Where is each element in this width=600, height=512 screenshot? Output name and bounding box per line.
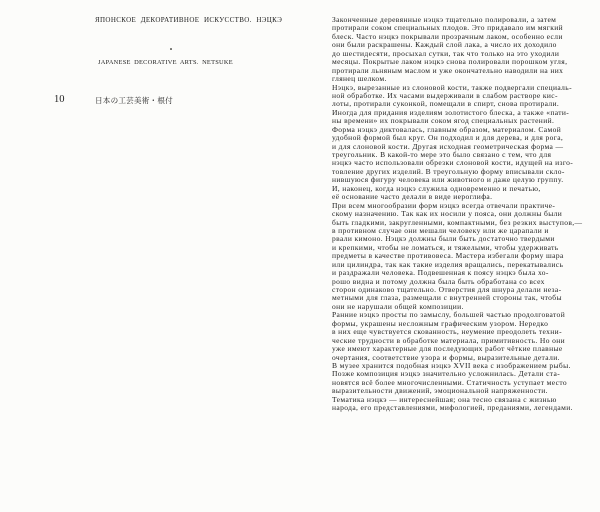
text-line: выразительности движений, эмоциональной напряженности. <box>332 386 548 396</box>
text-line: Иногда для придания изделиям золотистого блеска, а также «пати- <box>332 107 570 117</box>
text-line: Ранние нэцкэ просты по замыслу, большей частью продолговатой <box>332 310 566 320</box>
text-line: протирали льняным маслом и уже окончательно наводили на них <box>332 65 564 75</box>
text-line: и для слоновой кости. Другая исходная геометрическая форма — <box>332 141 564 151</box>
text-line: При всем многообразии форм нэцкэ всегда отвечали практиче- <box>332 200 556 210</box>
text-line: очертания, соответствие узора и формы, выразительные детали. <box>332 352 560 362</box>
text-line: сторон одинаково тщательно. Отверстия для шнура делали неза- <box>332 285 562 294</box>
body-text <box>332 16 598 413</box>
text-line: они не нарушали общей композиции. <box>332 301 464 311</box>
text-line: в противном случае они мешали человеку или же царапали и <box>332 225 549 235</box>
text-line: новятся всё более многочисленными. Статичность уступает место <box>332 377 568 387</box>
text-line: И, наконец, когда нэцкэ служила одновременно и печатью, <box>332 183 541 193</box>
text-line: Законченные деревянные нэцкэ тщательно полировали, а затем <box>332 15 557 24</box>
text-line: глянец шелком. <box>332 74 387 84</box>
text-line: формы, украшены несложным графическим узором. Нередко <box>332 318 549 328</box>
text-line: рвали кимоно. Нэцкэ должны были быть достаточно твердыми <box>332 234 555 244</box>
text-line: Нэцкэ, вырезанные из слоновой кости, также подвергали специаль- <box>332 82 572 92</box>
page-number: 10 <box>54 94 65 105</box>
left-page-title-english: JAPANESE DECORATIVE ARTS. NETSUKE <box>98 59 233 66</box>
text-line: нившуюся фигуру человека или животного и даже целую группу. <box>332 175 564 185</box>
text-line: народа, его представлениями, мифологией, преданиями, легендами. <box>332 403 573 413</box>
text-line: до шестидесяти, просыхал сутки, так что только на это уходили <box>332 48 560 58</box>
text-line: уже имеют характерные для последующих работ чёткие плавные <box>332 344 563 354</box>
text-line: и крепкими, чтобы не ломаться, и тяжелыми, чтобы удерживать <box>332 242 559 252</box>
text-line: блеск. Часто нэцкэ покрывали прозрачным лаком, особенно если <box>332 31 563 41</box>
text-line: они были раскрашены. Каждый слой лака, а число их доходило <box>332 40 557 50</box>
left-page-title-russian: ЯПОНСКОЕ ДЕКОРАТИВНОЕ ИСКУССТВО. НЭЦКЭ <box>95 16 283 24</box>
paragraph <box>332 16 598 84</box>
paragraph <box>332 396 598 413</box>
text-line: рошо видна и потому должна была быть обработана со всех <box>332 276 545 286</box>
text-line: месяцы. Покрытые лаком нэцкэ снова полировали порошком угля, <box>332 57 568 67</box>
text-line: лоты, протирали суконкой, помещали в спирт, снова протирали. <box>332 99 560 109</box>
text-line: ны времени» их покрывали соком ягод специальных растений. <box>332 116 555 126</box>
text-line: Тематика нэцкэ — интереснейшая; она тесно связана с жизнью <box>332 394 557 404</box>
text-line: и раздражали человека. Подвешенная к поясу нэцкэ была хо- <box>332 268 549 278</box>
text-line: ной обработке. Их часами выдерживали в слабом растворе кис- <box>332 90 558 100</box>
text-line: ческие трудности в обработке материала, примитивность. Но они <box>332 335 566 345</box>
text-line: метными для глаза, размещали с внутренней стороны так, чтобы <box>332 293 562 303</box>
paragraph <box>332 202 598 312</box>
text-line: скому назначению. Так как их носили у пояса, они должны были <box>332 209 563 219</box>
text-line: в них еще чувствуется скованность, неумение преодолеть техни- <box>332 327 562 337</box>
left-page-title-japanese: 日本の工芸美術・根付 <box>95 96 173 105</box>
paragraph <box>332 84 598 202</box>
text-line: Позже композиция нэцкэ значительно усложнилась. Детали ста- <box>332 369 561 379</box>
text-line: быть гладкими, закругленными, компактными, без резких выступов,— <box>332 217 583 227</box>
text-line: Форма нэцкэ диктовалась, главным образом, материалом. Самой <box>332 124 562 134</box>
paragraph <box>332 311 598 395</box>
text-line: треугольник. В какой-то мере это было связано с тем, что для <box>332 150 552 159</box>
text-line: её основание часто делали в виде иероглифа. <box>332 192 493 202</box>
text-line: или цилиндра, так как такие изделия вращались, перекатывались <box>332 259 564 269</box>
text-line: товление других изделий. В треугольную форму вписывали скло- <box>332 166 565 176</box>
text-line: протирали соком специальных плодов. Это придавало им мягкий <box>332 23 564 33</box>
text-line: удобной формой был круг. Он подходил и для дерева, и для рога, <box>332 133 564 143</box>
text-line: нэцкэ часто использовали обрезки слоновой кости, идущей на изго- <box>332 158 574 168</box>
text-line: В музее хранится подобная нэцкэ XVII века с изображением рыбы. <box>332 360 571 370</box>
text-line: предметы в качестве противовеса. Мастера избегали форму шара <box>332 251 564 261</box>
ink-speck <box>170 48 172 50</box>
